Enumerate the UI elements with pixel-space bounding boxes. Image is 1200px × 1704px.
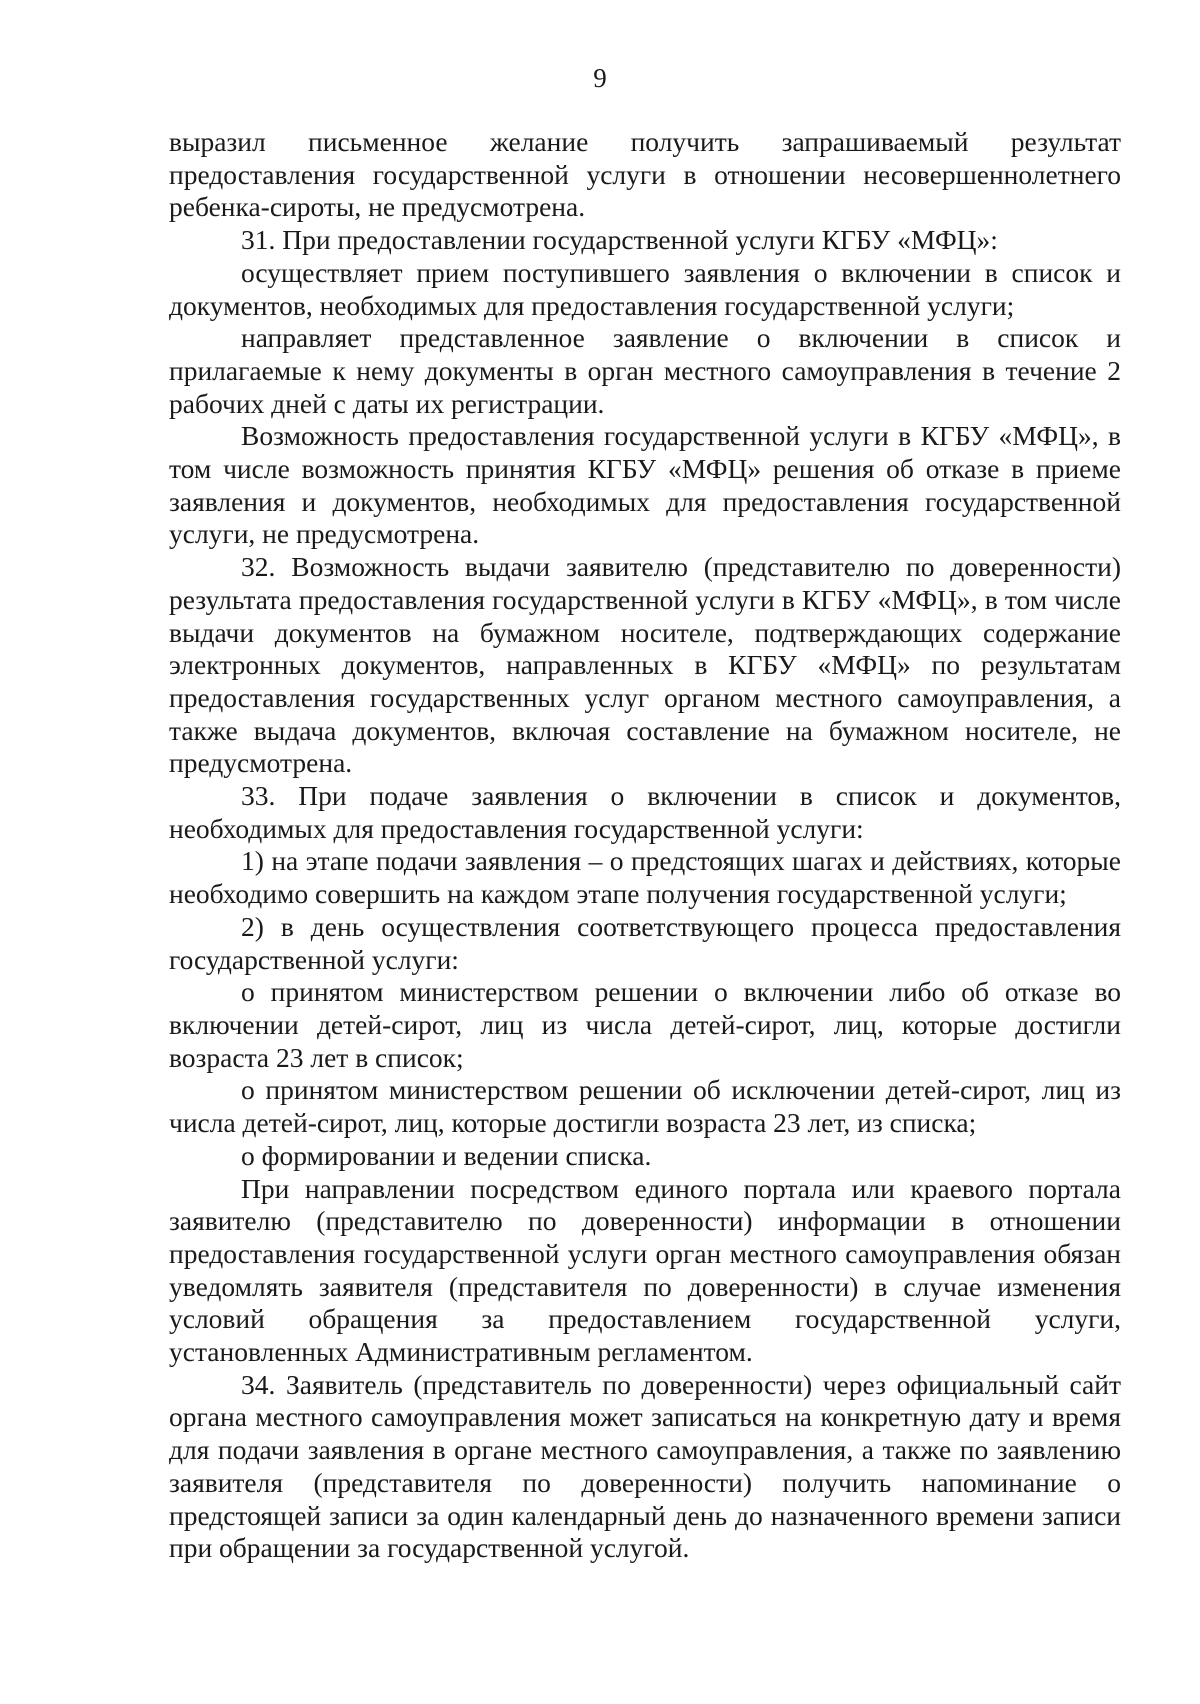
- paragraph: При направлении посредством единого портала или краевого портала заявителю (представителю по доверенности) информации в отношении предоставления государственной услуги орган местного самоуправления обязан уведомлять заявителя (представителя по доверенности) в случае изменения условий обращения за предоставлением государственной услуги, установленных Административным регламентом.: [169, 1172, 1121, 1368]
- paragraph: 1) на этапе подачи заявления – о предстоящих шагах и действиях, которые необходимо совершить на каждом этапе получения государственной услуги;: [169, 845, 1121, 910]
- paragraph: 32. Возможность выдачи заявителю (представителю по доверенности) результата предоставления государственной услуги в КГБУ «МФЦ», в том числе выдачи документов на бумажном носителе, подтверждающих содержание электронных документов, направленных в КГБУ «МФЦ» по результатам предоставления государственных услуг органом местного самоуправления, а также выдача документов, включая составление на бумажном носителе, не предусмотрена.: [169, 551, 1121, 779]
- paragraph: осуществляет прием поступившего заявления о включении в список и документов, необходимых для предоставления государственной услуги;: [169, 256, 1121, 321]
- paragraph: о принятом министерством решении о включении либо об отказе во включении детей-сирот, лиц из числа детей-сирот, лиц, которые достигли возраста 23 лет в список;: [169, 976, 1121, 1073]
- paragraph: о принятом министерством решении об исключении детей-сирот, лиц из числа детей-сирот, лиц, которые достигли возраста 23 лет, из списка;: [169, 1074, 1121, 1139]
- document-body: [169, 126, 1121, 1565]
- paragraph: 2) в день осуществления соответствующего процесса предоставления государственной услуги:: [169, 910, 1121, 975]
- paragraph: выразил письменное желание получить запрашиваемый результат предоставления государственной услуги в отношении несовершеннолетнего ребенка-сироты, не предусмотрена.: [169, 126, 1121, 223]
- paragraph: направляет представленное заявление о включении в список и прилагаемые к нему документы в орган местного самоуправления в течение 2 рабочих дней с даты их регистрации.: [169, 322, 1121, 419]
- page-number: 9: [593, 63, 607, 93]
- paragraph: 33. При подаче заявления о включении в список и документов, необходимых для предоставления государственной услуги:: [169, 780, 1121, 844]
- paragraph: 31. При предоставлении государственной услуги КГБУ «МФЦ»:: [241, 224, 998, 256]
- paragraph: 34. Заявитель (представитель по доверенности) через официальный сайт органа местного самоуправления может записаться на конкретную дату и время для подачи заявления в органе местного самоуправления, а также по заявлению заявителя (представителя по доверенности) получить напоминание о предстоящей записи за один календарный день до назначенного времени записи при обращении за государственной услугой.: [169, 1368, 1121, 1564]
- paragraph: Возможность предоставления государственной услуги в КГБУ «МФЦ», в том числе возможность принятия КГБУ «МФЦ» решения об отказе в приеме заявления и документов, необходимых для предоставления государственной услуги, не предусмотрена.: [169, 420, 1121, 550]
- paragraph: о формировании и ведении списка.: [241, 1139, 652, 1171]
